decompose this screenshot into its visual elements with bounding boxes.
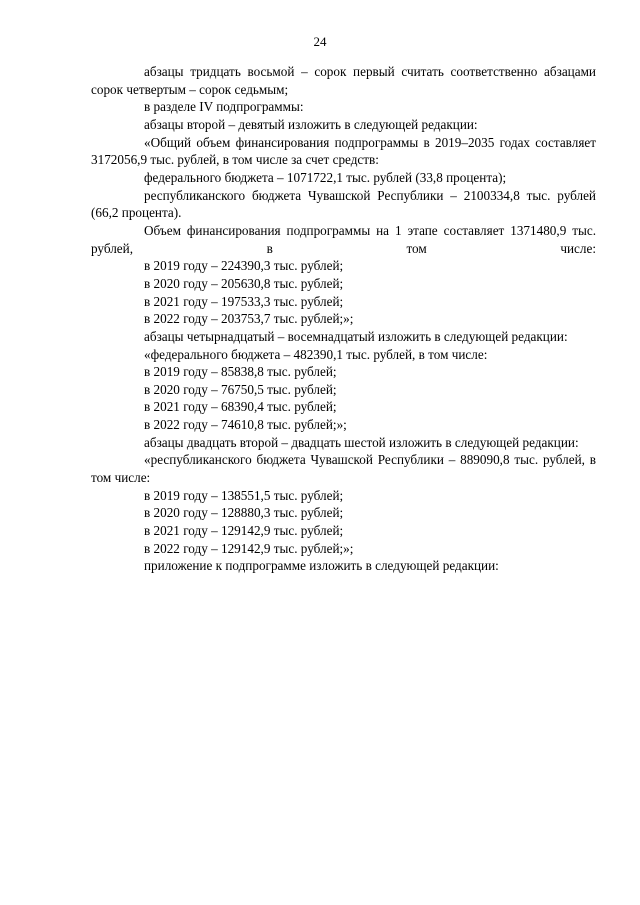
paragraph-abzacy-2-9: абзацы второй – девятый изложить в следующей редакции: <box>144 116 478 132</box>
list-item-2021-federal: в 2021 году – 68390,4 тыс. рублей; <box>144 399 337 415</box>
list-item-2019-republican: в 2019 году – 138551,5 тыс. рублей; <box>144 487 344 503</box>
list-item-2022-total: в 2022 году – 203753,7 тыс. рублей;»; <box>144 311 354 327</box>
list-item-2020-republican: в 2020 году – 128880,3 тыс. рублей; <box>144 505 344 521</box>
list-item-2019-total: в 2019 году – 224390,3 тыс. рублей; <box>144 258 344 274</box>
list-item-2020-total: в 2020 году – 205630,8 тыс. рублей; <box>144 275 344 291</box>
page-number: 24 <box>313 34 327 49</box>
list-item-2020-federal: в 2020 году – 76750,5 тыс. рублей; <box>144 381 337 397</box>
paragraph-abzacy-14-18: абзацы четырнадцатый – восемнадцатый изложить в следующей редакции: <box>144 328 568 344</box>
paragraph-republican-budget: республиканского бюджета Чувашской Республики – 2100334,8 тыс. рублей (66,2 процента). <box>91 187 596 221</box>
paragraph-federal-stage: «федерального бюджета – 482390,1 тыс. рублей, в том числе: <box>144 346 488 362</box>
paragraph-republican-stage: «республиканского бюджета Чувашской Республики – 889090,8 тыс. рублей, в том числе: <box>91 452 596 486</box>
list-item-2019-federal: в 2019 году – 85838,8 тыс. рублей; <box>144 364 337 380</box>
paragraph-abzacy-22-26: абзацы двадцать второй – двадцать шестой изложить в следующей редакции: <box>144 434 579 450</box>
paragraph-federal-budget: федерального бюджета – 1071722,1 тыс. рублей (33,8 процента); <box>144 169 507 185</box>
list-item-2021-total: в 2021 году – 197533,3 тыс. рублей; <box>144 293 344 309</box>
paragraph-section-iv: в разделе IV подпрограммы: <box>144 99 304 115</box>
paragraph-stage-1-financing: Объем финансирования подпрограммы на 1 этапе составляет 1371480,9 тыс. рублей, в том числе: <box>91 222 596 256</box>
list-item-2021-republican: в 2021 году – 129142,9 тыс. рублей; <box>144 523 344 539</box>
document-body <box>91 63 596 575</box>
paragraph-appendix: приложение к подпрограмме изложить в следующей редакции: <box>144 558 499 574</box>
paragraph-renumber-abzacy: абзацы тридцать восьмой – сорок первый считать соответственно абзацами сорок четвертым – сорок седьмым; <box>91 64 596 97</box>
paragraph-total-financing: «Общий объем финансирования подпрограммы в 2019–2035 годах составляет 3172056,9 тыс. рублей, в том числе за счет средств: <box>91 134 596 168</box>
list-item-2022-republican: в 2022 году – 129142,9 тыс. рублей;»; <box>144 540 354 556</box>
list-item-2022-federal: в 2022 году – 74610,8 тыс. рублей;»; <box>144 417 347 433</box>
